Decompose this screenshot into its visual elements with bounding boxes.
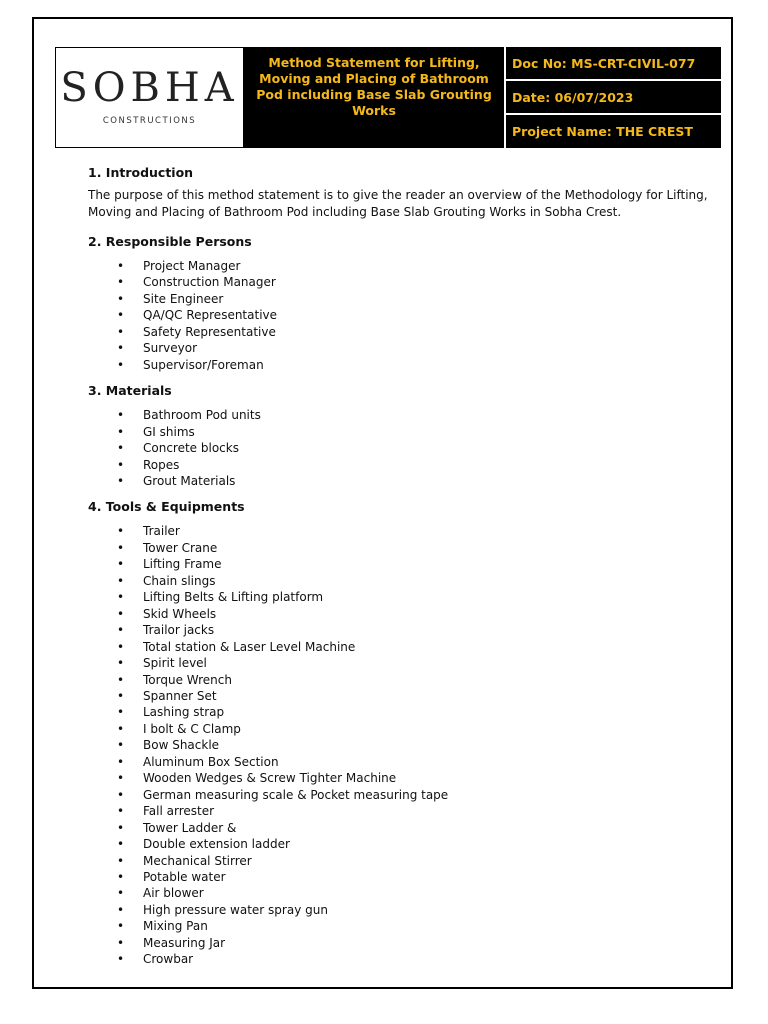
list-item: • I bolt & C Clamp [117, 721, 708, 737]
project-name: Project Name: THE CREST [506, 115, 721, 148]
list-item: • Surveyor [117, 340, 708, 356]
company-logo [55, 47, 244, 148]
list-item: • Fall arrester [117, 803, 708, 819]
document-header [55, 47, 721, 148]
list-item: • Concrete blocks [117, 440, 708, 456]
section-heading-introduction: 1. Introduction [88, 165, 194, 180]
list-item: • Lifting Belts & Lifting platform [117, 589, 708, 605]
list-item: • GI shims [117, 424, 708, 440]
document-title: Method Statement for Lifting, Moving and Placing of Bathroom Pod including Base Slab Grouting Works [244, 47, 504, 148]
list-item: • High pressure water spray gun [117, 902, 708, 918]
responsible-persons-list [88, 258, 708, 373]
list-item: • Construction Manager [117, 274, 708, 290]
list-item: • Trailor jacks [117, 622, 708, 638]
list-item: • Ropes [117, 457, 708, 473]
list-item: • Tower Ladder & [117, 820, 708, 836]
list-item: • Site Engineer [117, 291, 708, 307]
materials-list [88, 407, 708, 489]
list-item: • Bathroom Pod units [117, 407, 708, 423]
list-item: • Air blower [117, 885, 708, 901]
list-item: • Spanner Set [117, 688, 708, 704]
section-heading-materials: 3. Materials [88, 383, 172, 399]
list-item: • Double extension ladder [117, 836, 708, 852]
doc-date: Date: 06/07/2023 [506, 81, 721, 113]
list-item: • Mechanical Stirrer [117, 853, 708, 869]
list-item: • Aluminum Box Section [117, 754, 708, 770]
list-item: • Total station & Laser Level Machine [117, 639, 708, 655]
list-item: • Tower Crane [117, 540, 708, 556]
logo-name: SOBHA [60, 65, 239, 111]
tools-list [88, 523, 708, 967]
list-item: • German measuring scale & Pocket measuring tape [117, 787, 708, 803]
list-item: • Supervisor/Foreman [117, 357, 708, 373]
list-item: • Bow Shackle [117, 737, 708, 753]
list-item: • Potable water [117, 869, 708, 885]
section-heading-responsible-persons: 2. Responsible Persons [88, 234, 252, 249]
document-body [88, 162, 708, 975]
list-item: • Spirit level [117, 655, 708, 671]
list-item: • Project Manager [117, 258, 708, 274]
list-item: • Lifting Frame [117, 556, 708, 572]
list-item: • Grout Materials [117, 473, 708, 489]
list-item: • Lashing strap [117, 704, 708, 720]
doc-number: Doc No: MS-CRT-CIVIL-077 [506, 47, 721, 79]
introduction-text: The purpose of this method statement is to give the reader an overview of the Methodology for Lifting, Moving and Placing of Bathroom Pod including Base Slab Grouting Works in Sobha Crest. [88, 188, 708, 219]
list-item: • QA/QC Representative [117, 307, 708, 323]
list-item: • Wooden Wedges & Screw Tighter Machine [117, 770, 708, 786]
list-item: • Skid Wheels [117, 606, 708, 622]
list-item: • Crowbar [117, 951, 708, 967]
list-item: • Measuring Jar [117, 935, 708, 951]
list-item: • Trailer [117, 523, 708, 539]
list-item: • Mixing Pan [117, 918, 708, 934]
list-item: • Safety Representative [117, 324, 708, 340]
section-heading-tools: 4. Tools & Equipments [88, 499, 245, 515]
logo-subtitle: CONSTRUCTIONS [102, 116, 197, 126]
list-item: • Torque Wrench [117, 672, 708, 688]
list-item: • Chain slings [117, 573, 708, 589]
